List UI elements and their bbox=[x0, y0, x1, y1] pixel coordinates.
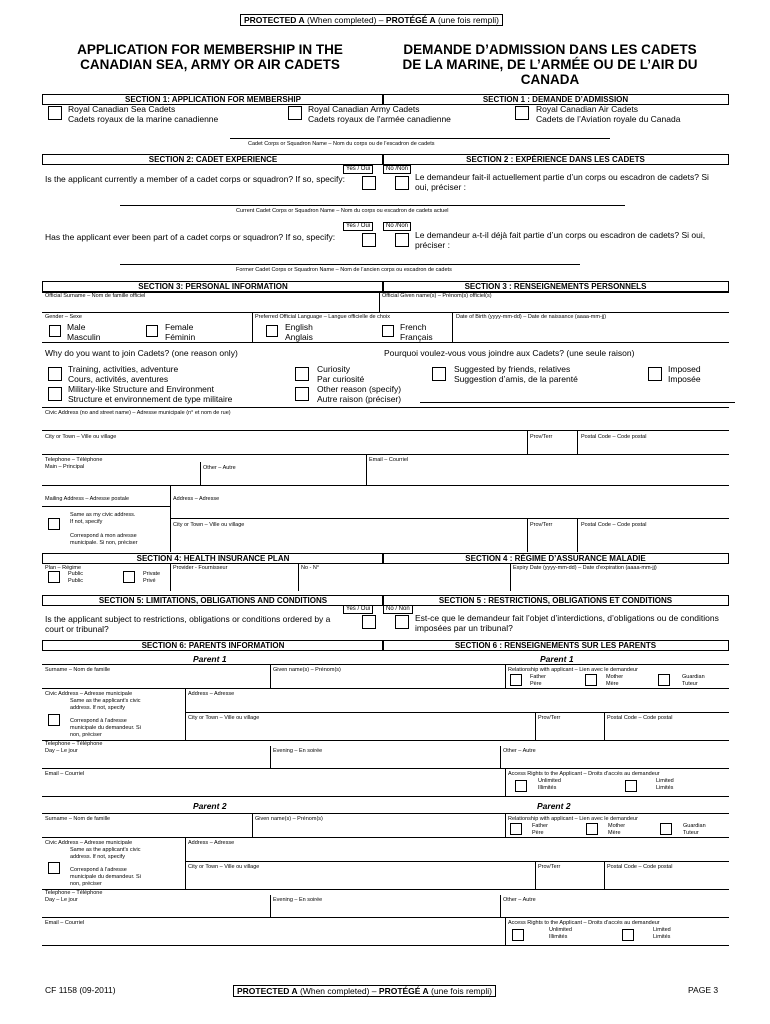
p1-day-label: Day – Le jour bbox=[45, 748, 78, 754]
section3-header-fr: SECTION 3 : RENSEIGNEMENTS PERSONNELS bbox=[382, 281, 729, 292]
p1-unlimited-checkbox[interactable] bbox=[515, 780, 527, 792]
p2-same-checkbox[interactable] bbox=[48, 862, 60, 874]
current-corps-line[interactable] bbox=[120, 205, 625, 206]
p1-unlimited-fr: Illimités bbox=[538, 785, 557, 791]
p2-given-label: Given name(s) – Prénom(s) bbox=[255, 816, 323, 822]
p1-same-en-2: address. If not, specify bbox=[70, 705, 126, 711]
q2-yes-label: Yes / Oui bbox=[343, 222, 373, 231]
p1-city-label: City or Town – Ville ou village bbox=[188, 715, 260, 721]
p1-unlimited-en: Unlimited bbox=[538, 778, 561, 784]
p1-guardian-checkbox[interactable] bbox=[658, 674, 670, 686]
sea-cadets-fr: Cadets royaux de la marine canadienne bbox=[68, 114, 219, 124]
s5-question-en: Is the applicant subject to restrictions, obligations or conditions ordered by a court or tribunal? bbox=[45, 614, 331, 634]
public-plan-checkbox[interactable] bbox=[48, 571, 60, 583]
p2-prov-label: Prov/Terr bbox=[538, 864, 561, 870]
p1-mother-checkbox[interactable] bbox=[585, 674, 597, 686]
section5-header-en: SECTION 5: LIMITATIONS, OBLIGATIONS AND CONDITIONS bbox=[42, 595, 384, 606]
p1-corr-fr-1: Correspond à l’adresse bbox=[70, 718, 127, 724]
p2-father-checkbox[interactable] bbox=[510, 823, 522, 835]
given-name-label: Official Given name(s) – Prénom(s) officiel(s) bbox=[382, 293, 492, 299]
p2-mother-checkbox[interactable] bbox=[586, 823, 598, 835]
reason-training-fr: Cours, activités, aventures bbox=[68, 374, 169, 384]
male-checkbox[interactable] bbox=[49, 325, 61, 337]
form-title-fr: DEMANDE D’ADMISSION DANS LES CADETS DE LA MARINE, DE L’ARMÉE OU DE L’AIR DU CANADA bbox=[402, 42, 698, 87]
reason-curiosity-en: Curiosity bbox=[317, 364, 351, 374]
p1-other-label: Other – Autre bbox=[503, 748, 536, 754]
q1-yes-label: Yes / Oui bbox=[343, 165, 373, 174]
p1-civic-label: Civic Address – Adresse municipale bbox=[45, 691, 133, 697]
p1-telephone-label: Telephone – Téléphone bbox=[45, 741, 103, 747]
current-corps-label: Current Cadet Corps or Squadron Name – Nom du corps ou escadron de cadets actuel bbox=[236, 208, 449, 214]
army-cadets-checkbox[interactable] bbox=[288, 106, 302, 120]
p1-corr-fr-3: non, préciser bbox=[70, 732, 102, 738]
reason-military-fr: Structure et environnement de type militaire bbox=[68, 394, 233, 404]
section3-header-en: SECTION 3: PERSONAL INFORMATION bbox=[42, 281, 384, 292]
p2-father-en: Father bbox=[532, 823, 548, 829]
p1-father-checkbox[interactable] bbox=[510, 674, 522, 686]
protected-footer: PROTECTED A (When completed) – PROTÉGÉ A (une fois rempli) bbox=[233, 985, 496, 997]
mailing-prov-label: Prov/Terr bbox=[530, 522, 553, 528]
p2-limited-fr: Limités bbox=[653, 934, 671, 940]
french-label-fr: Français bbox=[400, 332, 433, 342]
french-label-en: French bbox=[400, 322, 427, 332]
mailing-postal-label: Postal Code – Code postal bbox=[581, 522, 647, 528]
q2-no-label: No /Non bbox=[383, 222, 411, 231]
policy-number-label: No - N° bbox=[301, 565, 320, 571]
p2-address-label: Address – Adresse bbox=[188, 840, 235, 846]
p1-limited-checkbox[interactable] bbox=[625, 780, 637, 792]
q1-question-fr: Le demandeur fait-il actuellement partie d’un corps ou escadron de cadets? Si oui, préciser : bbox=[415, 172, 709, 192]
sea-cadets-checkbox[interactable] bbox=[48, 106, 62, 120]
city-label: City or Town – Ville ou village bbox=[45, 434, 117, 440]
reason-military-en: Military-like Structure and Environment bbox=[68, 384, 214, 394]
page-number: PAGE 3 bbox=[688, 985, 719, 995]
expiry-date-label: Expiry Date (yyyy-mm-dd) – Date d’expiration (aaaa-mm-jj) bbox=[513, 565, 657, 571]
p1-same-en-1: Same as the applicant’s civic bbox=[70, 698, 141, 704]
former-corps-line[interactable] bbox=[120, 264, 580, 265]
private-plan-en: Private bbox=[143, 571, 161, 577]
reason-training-en: Training, activities, adventure bbox=[68, 364, 179, 374]
p2-guardian-fr: Tuteur bbox=[683, 830, 699, 836]
s5-no-checkbox[interactable] bbox=[395, 615, 409, 629]
p2-same-en-2: address. If not, specify bbox=[70, 854, 126, 860]
male-label-fr: Masculin bbox=[67, 332, 101, 342]
female-label-fr: Féminin bbox=[165, 332, 196, 342]
p1-address-label: Address – Adresse bbox=[188, 691, 235, 697]
p2-same-en-1: Same as the applicant’s civic bbox=[70, 847, 141, 853]
public-plan-en: Public bbox=[68, 571, 83, 577]
former-corps-label: Former Cadet Corps or Squadron Name – Nom de l’ancien corps ou escadron de cadets bbox=[236, 267, 452, 273]
reason-other-checkbox[interactable] bbox=[295, 387, 309, 401]
p2-civic-label: Civic Address – Adresse municipale bbox=[45, 840, 133, 846]
private-plan-fr: Privé bbox=[143, 578, 156, 584]
p1-same-checkbox[interactable] bbox=[48, 714, 60, 726]
french-checkbox[interactable] bbox=[382, 325, 394, 337]
air-cadets-en: Royal Canadian Air Cadets bbox=[536, 104, 639, 114]
p2-other-label: Other – Autre bbox=[503, 897, 536, 903]
other-phone-label: Other – Autre bbox=[203, 465, 236, 471]
mailing-same-en-1: Same as my civic address. bbox=[70, 512, 136, 518]
mailing-same-en-2: If not, specify bbox=[70, 519, 103, 525]
mailing-same-fr-1: Correspond à mon adresse bbox=[70, 533, 137, 539]
section5-header-fr: SECTION 5 : RESTRICTIONS, OBLIGATIONS ET CONDITIONS bbox=[382, 595, 729, 606]
sea-cadets-en: Royal Canadian Sea Cadets bbox=[68, 104, 176, 114]
reason-curiosity-fr: Par curiosité bbox=[317, 374, 365, 384]
p2-father-fr: Père bbox=[532, 830, 544, 836]
p2-surname-label: Surname – Nom de famille bbox=[45, 816, 111, 822]
p2-corr-fr-1: Correspond à l’adresse bbox=[70, 867, 127, 873]
p1-limited-fr: Limités bbox=[656, 785, 674, 791]
p2-postal-label: Postal Code – Code postal bbox=[607, 864, 673, 870]
s5-yes-checkbox[interactable] bbox=[362, 615, 376, 629]
reason-imposed-fr: Imposée bbox=[668, 374, 701, 384]
section2-header-en: SECTION 2: CADET EXPERIENCE bbox=[42, 154, 384, 165]
q2-question-fr: Le demandeur a-t-il déjà fait partie d’un corps ou escadron de cadets? Si oui, préciser : bbox=[415, 230, 706, 250]
why-join-fr: Pourquoi voulez-vous vous joindre aux Cadets? (une seule raison) bbox=[384, 348, 635, 358]
section6-header-fr: SECTION 6 : RENSEIGNEMENTS SUR LES PARENTS bbox=[382, 640, 729, 651]
p1-corr-fr-2: municipale du demandeur. Si bbox=[70, 725, 141, 731]
postal-label: Postal Code – Code postal bbox=[581, 434, 647, 440]
p1-prov-label: Prov/Terr bbox=[538, 715, 561, 721]
protected-header: PROTECTED A (When completed) – PROTÉGÉ A (une fois rempli) bbox=[240, 14, 503, 26]
reason-military-checkbox[interactable] bbox=[48, 387, 62, 401]
parent2-heading-en: Parent 2 bbox=[193, 801, 227, 811]
s5-yes-label: Yes / Oui bbox=[343, 605, 373, 614]
section1-header-fr: SECTION 1 : DEMANDE D’ADMISSION bbox=[382, 94, 729, 105]
mailing-same-fr-2: municipale. Si non, préciser bbox=[70, 540, 138, 546]
q1-no-checkbox[interactable] bbox=[395, 176, 409, 190]
p2-telephone-label: Telephone – Téléphone bbox=[45, 890, 103, 896]
p2-access-label: Access Rights to the Applicant – Droits d’accès au demandeur bbox=[508, 920, 660, 926]
dob-label: Date of Birth (yyyy-mm-dd) – Date de naissance (aaaa-mm-jj) bbox=[456, 314, 607, 320]
q1-yes-checkbox[interactable] bbox=[362, 176, 376, 190]
female-checkbox[interactable] bbox=[146, 325, 158, 337]
corps-name-label: Cadet Corps or Squadron Name – Nom du corps ou de l’escadron de cadets bbox=[248, 141, 435, 147]
p1-postal-label: Postal Code – Code postal bbox=[607, 715, 673, 721]
q2-yes-checkbox[interactable] bbox=[362, 233, 376, 247]
p2-unlimited-fr: Illimités bbox=[549, 934, 568, 940]
p2-guardian-en: Guardian bbox=[683, 823, 706, 829]
form-title-en: APPLICATION FOR MEMBERSHIP IN THE CANADIAN SEA, ARMY OR AIR CADETS bbox=[77, 42, 343, 72]
p2-unlimited-en: Unlimited bbox=[549, 927, 572, 933]
p2-evening-label: Evening – En soirée bbox=[273, 897, 323, 903]
why-join-en: Why do you want to join Cadets? (one reason only) bbox=[45, 348, 238, 358]
p1-evening-label: Evening – En soirée bbox=[273, 748, 323, 754]
p2-relationship-label: Relationship with applicant – Lien avec le demandeur bbox=[508, 816, 638, 822]
mailing-address-label: Mailing Address – Adresse postale bbox=[45, 496, 130, 502]
p2-corr-fr-2: municipale du demandeur. Si bbox=[70, 874, 141, 880]
army-cadets-fr: Cadets royaux de l'armée canadienne bbox=[308, 114, 451, 124]
mailing-city-label: City or Town – Ville ou village bbox=[173, 522, 245, 528]
p2-mother-fr: Mère bbox=[608, 830, 621, 836]
p2-unlimited-checkbox[interactable] bbox=[512, 929, 524, 941]
other-reason-line[interactable] bbox=[420, 402, 735, 403]
s5-no-label: No / Non bbox=[383, 605, 413, 614]
parent2-heading-fr: Parent 2 bbox=[537, 801, 571, 811]
language-label: Preferred Official Language – Langue officielle de choix bbox=[255, 314, 390, 320]
p1-mother-fr: Mère bbox=[606, 681, 619, 687]
section2-header-fr: SECTION 2 : EXPÉRIENCE DANS LES CADETS bbox=[382, 154, 729, 165]
parent1-heading-en: Parent 1 bbox=[193, 654, 227, 664]
air-cadets-checkbox[interactable] bbox=[515, 106, 529, 120]
reason-imposed-checkbox[interactable] bbox=[648, 367, 662, 381]
army-cadets-en: Royal Canadian Army Cadets bbox=[308, 104, 420, 114]
s5-question-fr: Est-ce que le demandeur fait l’objet d’interdictions, d’obligations ou de conditions imposées par un tribunal? bbox=[415, 613, 719, 633]
form-number: CF 1158 (09-2011) bbox=[45, 985, 116, 995]
reason-suggested-en: Suggested by friends, relatives bbox=[454, 364, 571, 374]
parent1-heading-fr: Parent 1 bbox=[540, 654, 574, 664]
p2-limited-en: Limited bbox=[653, 927, 671, 933]
reason-suggested-fr: Suggestion d’amis, de la parenté bbox=[454, 374, 578, 384]
section4-header-fr: SECTION 4 : RÉGIME D’ASSURANCE MALADIE bbox=[382, 553, 729, 564]
private-plan-checkbox[interactable] bbox=[123, 571, 135, 583]
female-label-en: Female bbox=[165, 322, 194, 332]
reason-curiosity-checkbox[interactable] bbox=[295, 367, 309, 381]
reason-suggested-checkbox[interactable] bbox=[432, 367, 446, 381]
plan-label: Plan – Régime bbox=[45, 565, 82, 571]
p1-father-en: Father bbox=[530, 674, 546, 680]
public-plan-fr: Public bbox=[68, 578, 83, 584]
p1-mother-en: Mother bbox=[606, 674, 624, 680]
section1-header-en: SECTION 1: APPLICATION FOR MEMBERSHIP bbox=[42, 94, 384, 105]
corps-name-line[interactable] bbox=[230, 138, 610, 139]
prov-label: Prov/Terr bbox=[530, 434, 553, 440]
p2-city-label: City or Town – Ville ou village bbox=[188, 864, 260, 870]
p1-father-fr: Père bbox=[530, 681, 542, 687]
p1-guardian-fr: Tuteur bbox=[682, 681, 698, 687]
male-label-en: Male bbox=[67, 322, 86, 332]
mailing-address-field-label: Address – Adresse bbox=[173, 496, 220, 502]
main-phone-label: Main – Principal bbox=[45, 464, 85, 470]
english-checkbox[interactable] bbox=[266, 325, 278, 337]
email-label: Email – Courriel bbox=[369, 457, 409, 463]
p2-day-label: Day – Le jour bbox=[45, 897, 78, 903]
reason-other-fr: Autre raison (préciser) bbox=[317, 394, 402, 404]
p2-email-label: Email – Courriel bbox=[45, 920, 85, 926]
p1-relationship-label: Relationship with applicant – Lien avec le demandeur bbox=[508, 667, 638, 673]
civic-address-label: Civic Address (no and street name) – Adresse municipale (n° et nom de rue) bbox=[45, 410, 231, 416]
p1-guardian-en: Guardian bbox=[682, 674, 705, 680]
p2-corr-fr-3: non, préciser bbox=[70, 881, 102, 887]
p1-surname-label: Surname – Nom de famille bbox=[45, 667, 111, 673]
air-cadets-fr: Cadets de l’Aviation royale du Canada bbox=[536, 114, 681, 124]
surname-label: Official Surname – Nom de famille officiel bbox=[45, 293, 146, 299]
p1-given-label: Given name(s) – Prénom(s) bbox=[273, 667, 341, 673]
p1-email-label: Email – Courriel bbox=[45, 771, 85, 777]
provider-label: Provider - Fournisseur bbox=[173, 565, 228, 571]
q2-question-en: Has the applicant ever been part of a cadet corps or squadron? If so, specify: bbox=[45, 232, 336, 242]
p1-limited-en: Limited bbox=[656, 778, 674, 784]
q1-no-label: No /Non bbox=[383, 165, 411, 174]
english-label-en: English bbox=[285, 322, 313, 332]
p2-guardian-checkbox[interactable] bbox=[660, 823, 672, 835]
p2-limited-checkbox[interactable] bbox=[622, 929, 634, 941]
telephone-label: Telephone – Téléphone bbox=[45, 457, 103, 463]
english-label-fr: Anglais bbox=[285, 332, 313, 342]
mailing-same-checkbox[interactable] bbox=[48, 518, 60, 530]
q2-no-checkbox[interactable] bbox=[395, 233, 409, 247]
p1-access-label: Access Rights to the Applicant – Droits d’accès au demandeur bbox=[508, 771, 660, 777]
section4-header-en: SECTION 4: HEALTH INSURANCE PLAN bbox=[42, 553, 384, 564]
section6-header-en: SECTION 6: PARENTS INFORMATION bbox=[42, 640, 384, 651]
p2-mother-en: Mother bbox=[608, 823, 626, 829]
q1-question-en: Is the applicant currently a member of a cadet corps or squadron? If so, specify: bbox=[45, 174, 346, 184]
reason-imposed-en: Imposed bbox=[668, 364, 701, 374]
gender-label: Gender – Sexe bbox=[45, 314, 82, 320]
reason-other-en: Other reason (specify) bbox=[317, 384, 402, 394]
reason-training-checkbox[interactable] bbox=[48, 367, 62, 381]
